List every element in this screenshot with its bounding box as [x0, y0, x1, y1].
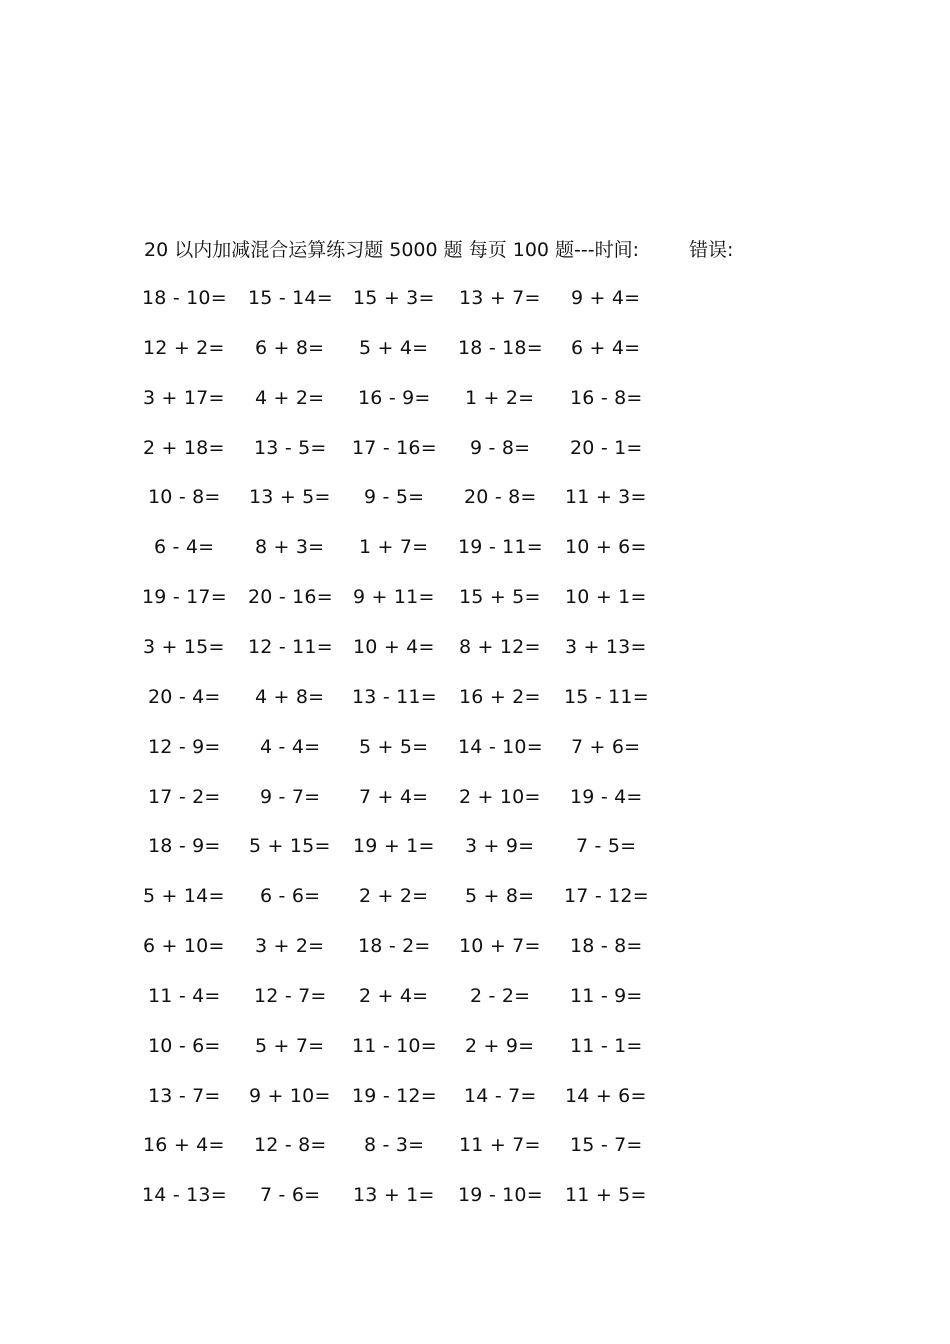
problem-item: 2 + 18= — [143, 437, 225, 459]
problem-item: 18 - 9= — [148, 835, 221, 857]
problem-item: 3 + 15= — [143, 636, 225, 658]
problem-item: 20 - 4= — [148, 686, 221, 708]
problem-item: 10 + 1= — [565, 586, 647, 608]
problem-item: 2 + 9= — [465, 1035, 535, 1057]
problem-item: 19 - 10= — [458, 1184, 543, 1206]
problem-item: 12 - 7= — [254, 985, 327, 1007]
problem-item: 7 - 6= — [260, 1184, 321, 1206]
worksheet-title: 20 以内加减混合运算练习题 5000 题 每页 100 题---时间: — [144, 239, 640, 261]
problem-item: 18 - 18= — [458, 337, 543, 359]
problem-item: 9 - 8= — [470, 437, 531, 459]
problem-item: 18 - 2= — [358, 935, 431, 957]
problem-item: 5 + 5= — [359, 736, 429, 758]
problem-item: 11 + 5= — [565, 1184, 647, 1206]
problem-item: 13 + 1= — [353, 1184, 435, 1206]
problem-item: 19 + 1= — [353, 835, 435, 857]
problem-item: 19 - 11= — [458, 536, 543, 558]
problem-item: 11 - 1= — [570, 1035, 643, 1057]
problem-item: 5 + 15= — [249, 835, 331, 857]
problem-item: 16 - 8= — [570, 387, 643, 409]
problem-item: 5 + 14= — [143, 885, 225, 907]
problem-item: 8 - 3= — [364, 1134, 425, 1156]
problem-item: 8 + 12= — [459, 636, 541, 658]
problem-item: 13 + 5= — [249, 486, 331, 508]
problem-item: 12 - 8= — [254, 1134, 327, 1156]
problem-item: 15 - 11= — [564, 686, 649, 708]
problem-item: 3 + 2= — [255, 935, 325, 957]
problem-item: 4 + 8= — [255, 686, 325, 708]
problem-item: 15 + 5= — [459, 586, 541, 608]
problem-item: 14 - 7= — [464, 1085, 537, 1107]
problem-item: 8 + 3= — [255, 536, 325, 558]
problem-item: 6 - 4= — [154, 536, 215, 558]
worksheet-header — [144, 236, 844, 264]
problem-item: 10 + 7= — [459, 935, 541, 957]
problem-item: 20 - 8= — [464, 486, 537, 508]
errors-label: 错误: — [689, 239, 734, 261]
problem-item: 15 - 14= — [248, 287, 333, 309]
problem-item: 12 + 2= — [143, 337, 225, 359]
problem-item: 11 - 9= — [570, 985, 643, 1007]
problem-item: 16 + 4= — [143, 1134, 225, 1156]
problem-item: 17 - 16= — [352, 437, 437, 459]
problem-item: 9 + 10= — [249, 1085, 331, 1107]
problem-item: 14 + 6= — [565, 1085, 647, 1107]
problem-item: 5 + 4= — [359, 337, 429, 359]
problem-item: 2 + 10= — [459, 786, 541, 808]
problem-item: 5 + 7= — [255, 1035, 325, 1057]
problem-item: 2 - 2= — [470, 985, 531, 1007]
problem-item: 19 - 4= — [570, 786, 643, 808]
problem-item: 9 + 11= — [353, 586, 435, 608]
problem-item: 19 - 12= — [352, 1085, 437, 1107]
problem-item: 6 - 6= — [260, 885, 321, 907]
problem-item: 2 + 2= — [359, 885, 429, 907]
problem-item: 10 - 6= — [148, 1035, 221, 1057]
problem-item: 18 - 8= — [570, 935, 643, 957]
problem-item: 19 - 17= — [142, 586, 227, 608]
problem-item: 10 + 6= — [565, 536, 647, 558]
problem-item: 3 + 13= — [565, 636, 647, 658]
problem-item: 3 + 17= — [143, 387, 225, 409]
problem-item: 9 + 4= — [571, 287, 641, 309]
problem-item: 12 - 11= — [248, 636, 333, 658]
problem-item: 15 - 7= — [570, 1134, 643, 1156]
problem-item: 9 - 7= — [260, 786, 321, 808]
problem-item: 13 + 7= — [459, 287, 541, 309]
problem-item: 4 + 2= — [255, 387, 325, 409]
problem-item: 17 - 2= — [148, 786, 221, 808]
problem-item: 13 - 7= — [148, 1085, 221, 1107]
problem-item: 10 + 4= — [353, 636, 435, 658]
problem-item: 7 + 6= — [571, 736, 641, 758]
problem-item: 13 - 11= — [352, 686, 437, 708]
problem-item: 7 - 5= — [576, 835, 637, 857]
problem-item: 5 + 8= — [465, 885, 535, 907]
problem-item: 1 + 7= — [359, 536, 429, 558]
problem-item: 1 + 2= — [465, 387, 535, 409]
problem-item: 12 - 9= — [148, 736, 221, 758]
problem-item: 18 - 10= — [142, 287, 227, 309]
problem-item: 3 + 9= — [465, 835, 535, 857]
problem-item: 11 + 7= — [459, 1134, 541, 1156]
problem-item: 17 - 12= — [564, 885, 649, 907]
problem-item: 11 + 3= — [565, 486, 647, 508]
problem-item: 4 - 4= — [260, 736, 321, 758]
problem-item: 20 - 16= — [248, 586, 333, 608]
problem-item: 16 - 9= — [358, 387, 431, 409]
problem-item: 11 - 10= — [352, 1035, 437, 1057]
problem-item: 9 - 5= — [364, 486, 425, 508]
problem-item: 20 - 1= — [570, 437, 643, 459]
problem-item: 2 + 4= — [359, 985, 429, 1007]
problem-item: 6 + 8= — [255, 337, 325, 359]
problem-item: 10 - 8= — [148, 486, 221, 508]
problem-item: 6 + 4= — [571, 337, 641, 359]
problem-item: 11 - 4= — [148, 985, 221, 1007]
problem-item: 15 + 3= — [353, 287, 435, 309]
problem-item: 7 + 4= — [359, 786, 429, 808]
problem-item: 6 + 10= — [143, 935, 225, 957]
problem-item: 14 - 10= — [458, 736, 543, 758]
problem-item: 14 - 13= — [142, 1184, 227, 1206]
problem-item: 13 - 5= — [254, 437, 327, 459]
problem-item: 16 + 2= — [459, 686, 541, 708]
